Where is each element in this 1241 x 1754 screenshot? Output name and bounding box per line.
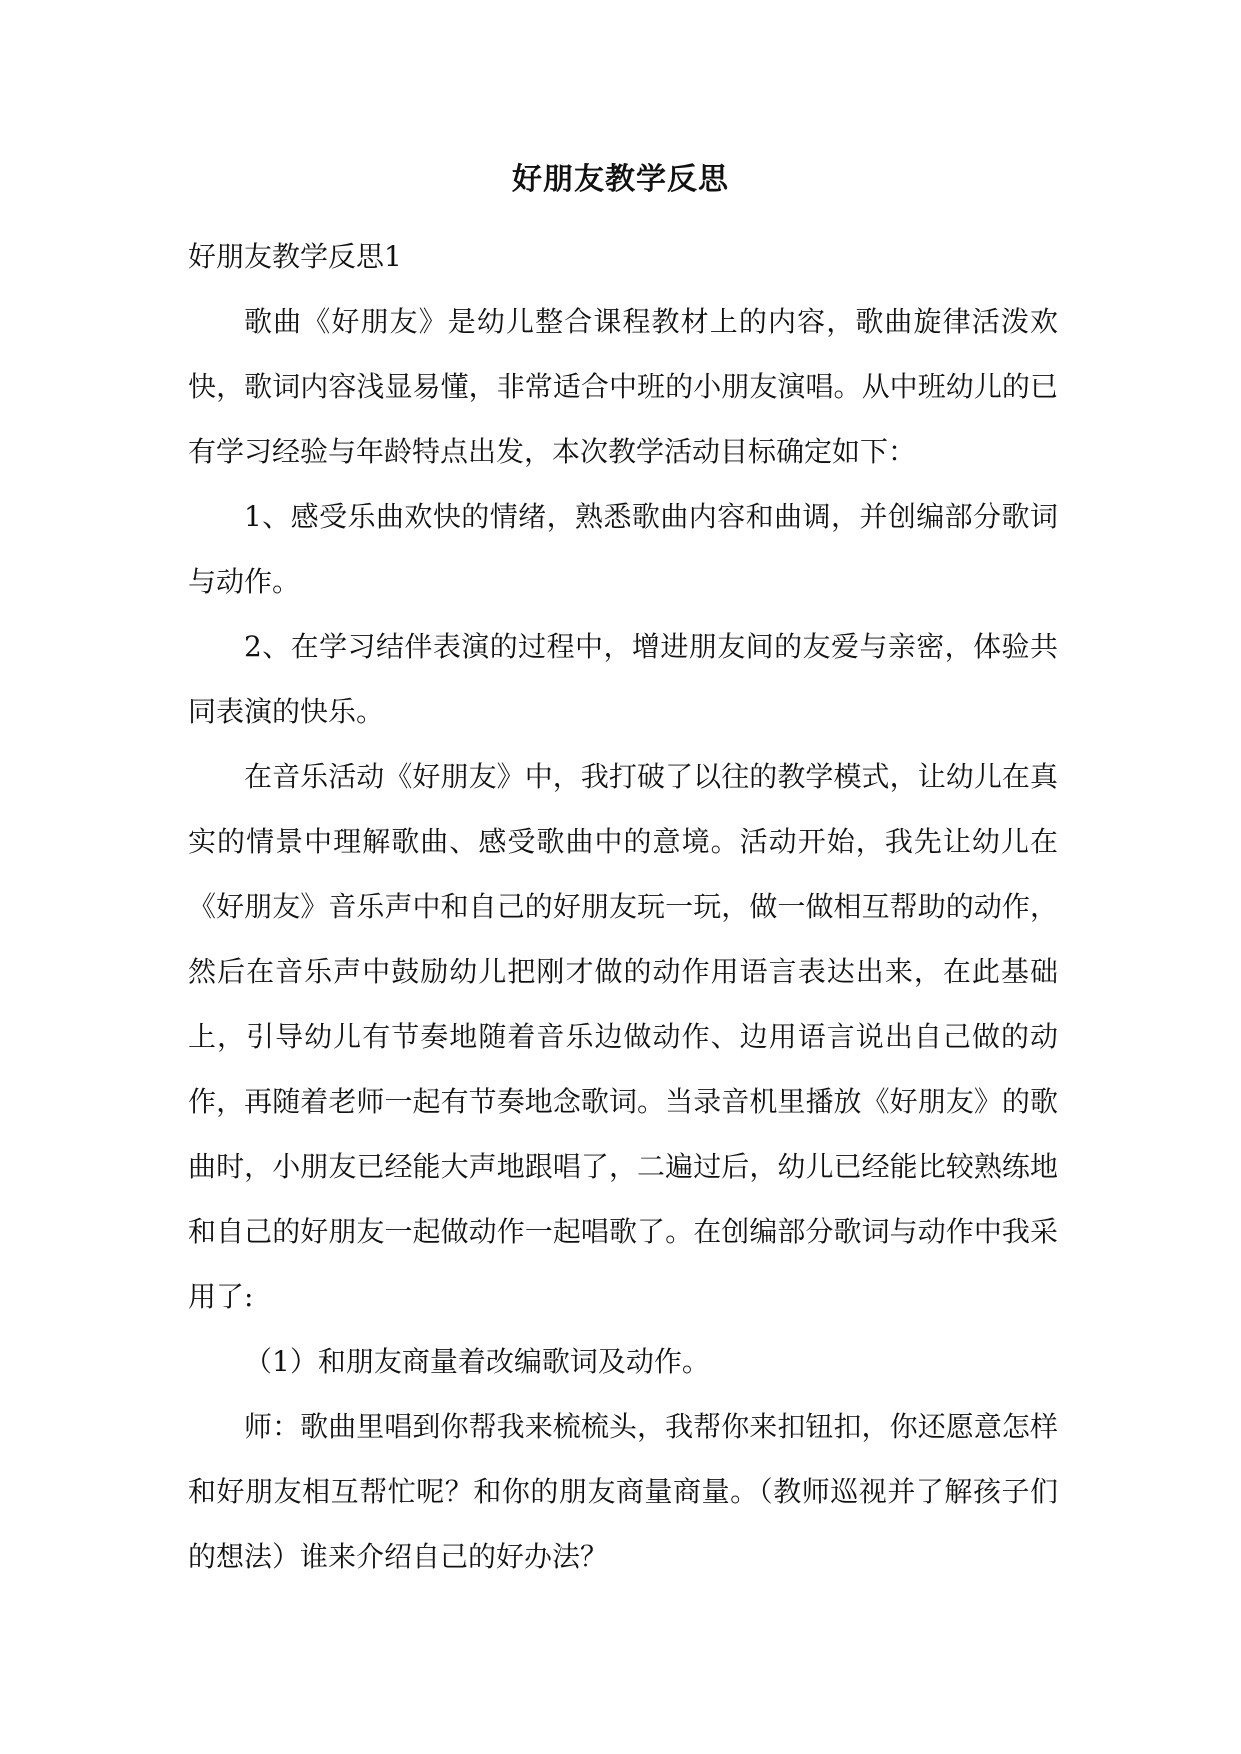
- document-title: 好朋友教学反思: [512, 162, 729, 197]
- paragraph: 歌曲《好朋友》是幼儿整合课程教材上的内容，歌曲旋律活泼欢快，歌词内容浅显易懂，非常适合中班的小朋友演唱。从中班幼儿的已有学习经验与年龄特点出发，本次教学活动目标确定如下：: [188, 305, 1058, 468]
- paragraph: 2、在学习结伴表演的过程中，增进朋友间的友爱与亲密，体验共同表演的快乐。: [188, 630, 1058, 728]
- paragraph: 在音乐活动《好朋友》中，我打破了以往的教学模式，让幼儿在真实的情景中理解歌曲、感受歌曲中的意境。活动开始，我先让幼儿在《好朋友》音乐声中和自己的好朋友玩一玩，做一做相互帮助的动作，然后在音乐声中鼓励幼儿把刚才做的动作用语言表达出来，在此基础上，引导幼儿有节奏地随着音乐边做动作、边用语言说出自己做的动作，再随着老师一起有节奏地念歌词。当录音机里播放《好朋友》的歌曲时，小朋友已经能大声地跟唱了，二遍过后，幼儿已经能比较熟练地和自己的好朋友一起做动作一起唱歌了。在创编部分歌词与动作中我采用了:: [188, 760, 1058, 1313]
- paragraph: （1）和朋友商量着改编歌词及动作。: [244, 1345, 710, 1378]
- document-body: [188, 224, 1058, 1589]
- section-heading: 好朋友教学反思1: [188, 240, 402, 273]
- paragraph: 1、感受乐曲欢快的情绪，熟悉歌曲内容和曲调，并创编部分歌词与动作。: [188, 500, 1058, 598]
- paragraph: 师：歌曲里唱到你帮我来梳梳头，我帮你来扣钮扣，你还愿意怎样和好朋友相互帮忙呢？和你的朋友商量商量。（教师巡视并了解孩子们的想法）谁来介绍自己的好办法？: [188, 1410, 1058, 1573]
